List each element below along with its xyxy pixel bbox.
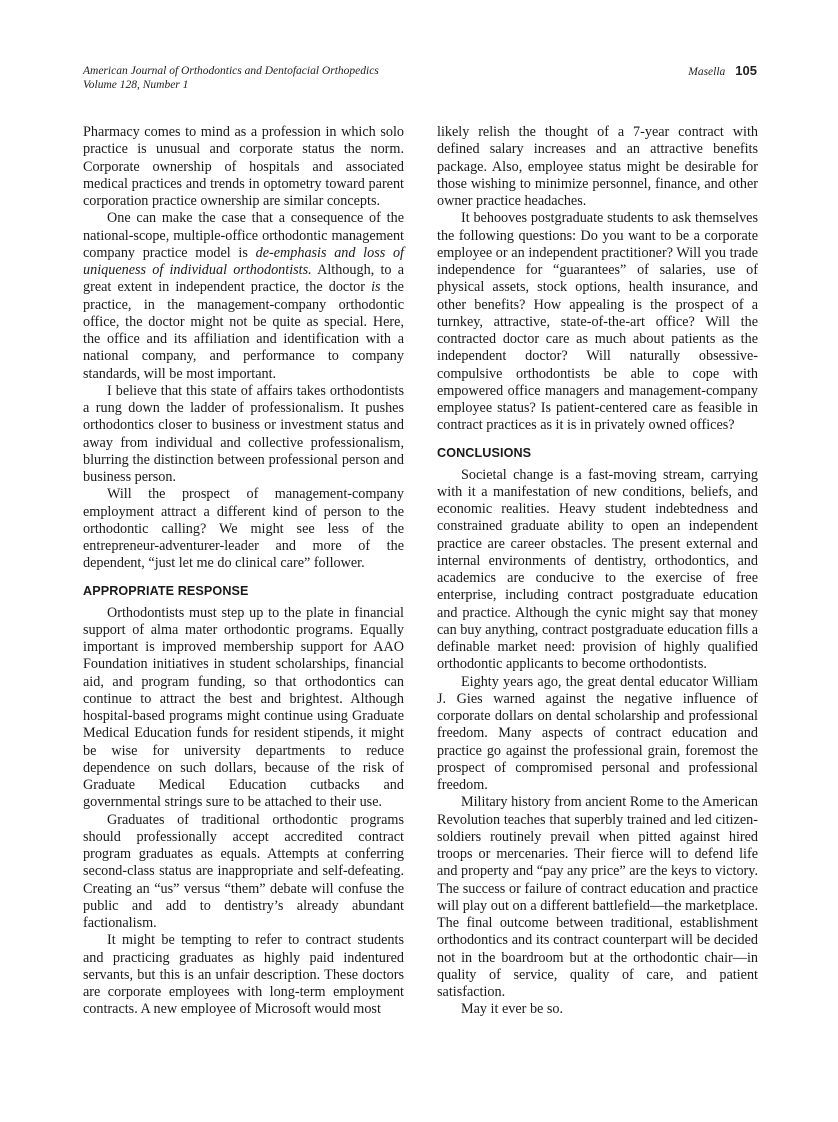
author-name: Masella bbox=[688, 66, 726, 78]
section-heading: APPROPRIATE RESPONSE bbox=[83, 583, 249, 598]
paragraph: Graduates of traditional orthodontic programs should professionally accept accredited contract program graduates as equals. Attempts at conferring second-class status are inappropriate and self-defeating. Creating an “us” versus “them” debate will confuse the public and add to dentistry’s already abundant factionalism. bbox=[83, 811, 404, 931]
paragraph: Military history from ancient Rome to the American Revolution teaches that superbly trained and led citizen-soldiers routinely prevail when pitted against hired troops or mercenaries. Their fierce will to defend life and property and “pay any price” are the keys to victory. The success or failure of contract education and practice will play out on a different battlefield—the marketplace. The final outcome between traditional, establishment orthodontics and its contract counterpart will be decided not in the boardroom but at the orthodontic chair—in quality of service, quality of care, and patient satisfaction. bbox=[437, 794, 758, 1000]
emphasis-text: is bbox=[371, 279, 381, 296]
text-run: Although, to a great extent in independent practice, the doctor bbox=[83, 262, 404, 296]
text-run: One can make the case that a consequence of the national-scope, multiple-office orthodontic management company practice model is bbox=[83, 210, 404, 261]
paragraph: I believe that this state of affairs takes orthodontists a rung down the ladder of professionalism. It pushes orthodontics closer to business or investment status and away from individual and collective professionalism, blurring the distinction between professional person and business person. bbox=[83, 382, 404, 485]
paragraph: Societal change is a fast-moving stream, carrying with it a manifestation of new conditions, beliefs, and economic realities. Heavy student indebtedness and constrained graduate ability to open an independent practice are career obstacles. The present external and internal environments of dentistry, orthodontics, and academics are conducive to the exercise of free enterprise, including contract postgraduate education and practice. Although the cynic might say that money can buy anything, contract postgraduate education fills a definable market need: provision of highly qualified orthodontic applicants to become orthodontists. bbox=[437, 466, 758, 673]
paragraph: Pharmacy comes to mind as a profession in which solo practice is unusual and corporate status the norm. Corporate ownership of hospitals and associated medical practices and trends in optometry toward parent corporation practice ownership are similar concepts. bbox=[83, 124, 404, 209]
text-run: the practice, in the management-company orthodontic office, the doctor might not be quite as special. Here, the office and its affiliation and identification with a national company, and performance to company standards, will be most important. bbox=[83, 279, 404, 382]
page-number: 105 bbox=[735, 63, 757, 78]
right-column bbox=[437, 124, 758, 1019]
paragraph: Orthodontists must step up to the plate in financial support of alma mater orthodontic programs. Equally important is improved membership support for AAO Foundation initiatives in student scholarships, financial aid, and program funding, so that orthodontics can continue to attract the best and brightest. Although hospital-based programs might continue using Graduate Medical Education funds for resident stipends, it might be wise for university departments to reduce dependence on such dollars, because of the risk of Graduate Medical Education cutbacks and governmental strings sure to be attached to their use. bbox=[83, 604, 404, 811]
section-heading: CONCLUSIONS bbox=[437, 445, 532, 460]
author-page bbox=[688, 64, 757, 79]
paragraph bbox=[83, 210, 404, 383]
paragraph: It might be tempting to refer to contract students and practicing graduates as highly paid indentured servants, but this is an unfair description. These doctors are corporate employees with long-term employment contracts. A new employee of Microsoft would most bbox=[83, 932, 404, 1018]
emphasis-text: de-emphasis and loss of uniqueness of individual orthodontists. bbox=[83, 244, 404, 278]
paragraph: It behooves postgraduate students to ask themselves the following questions: Do you want to be a corporate employee or an independent practitioner? Will you trade independence for “guarantees” of salaries, use of physical assets, stock options, health insurance, and other benefits? How appealing is the prospect of a turnkey, attractive, state-of-the-art office? Will the contracted doctor care as much about patients as the independent doctor? Will naturally obsessive-compulsive orthodontists be able to cope with empowered office managers and management-company employee status? Is patient-centered care as feasible in contract practices as it is in privately owned offices? bbox=[437, 210, 758, 434]
journal-info bbox=[83, 64, 379, 92]
journal-volume: Volume 128, Number 1 bbox=[83, 79, 189, 91]
left-column bbox=[83, 124, 404, 1019]
paragraph: Will the prospect of management-company employment attract a different kind of person to the orthodontic calling? We might see less of the entrepreneur-adventurer-leader and more of the dependent, “just let me do clinical care” follower. bbox=[83, 486, 404, 572]
paragraph: likely relish the thought of a 7-year contract with defined salary increases and an attractive benefits package. Also, employee status might be desirable for those wishing to minimize personnel, finance, and other owner practice headaches. bbox=[437, 124, 758, 209]
journal-title: American Journal of Orthodontics and Dentofacial Orthopedics bbox=[83, 65, 379, 77]
paragraph: May it ever be so. bbox=[461, 1001, 564, 1018]
paragraph: Eighty years ago, the great dental educator William J. Gies warned against the negative influence of corporate dollars on dental scholarship and professional freedom. Many aspects of contract education and practice go against the professional grain, foremost the prospect of compromised personal and professional freedom. bbox=[437, 673, 758, 793]
